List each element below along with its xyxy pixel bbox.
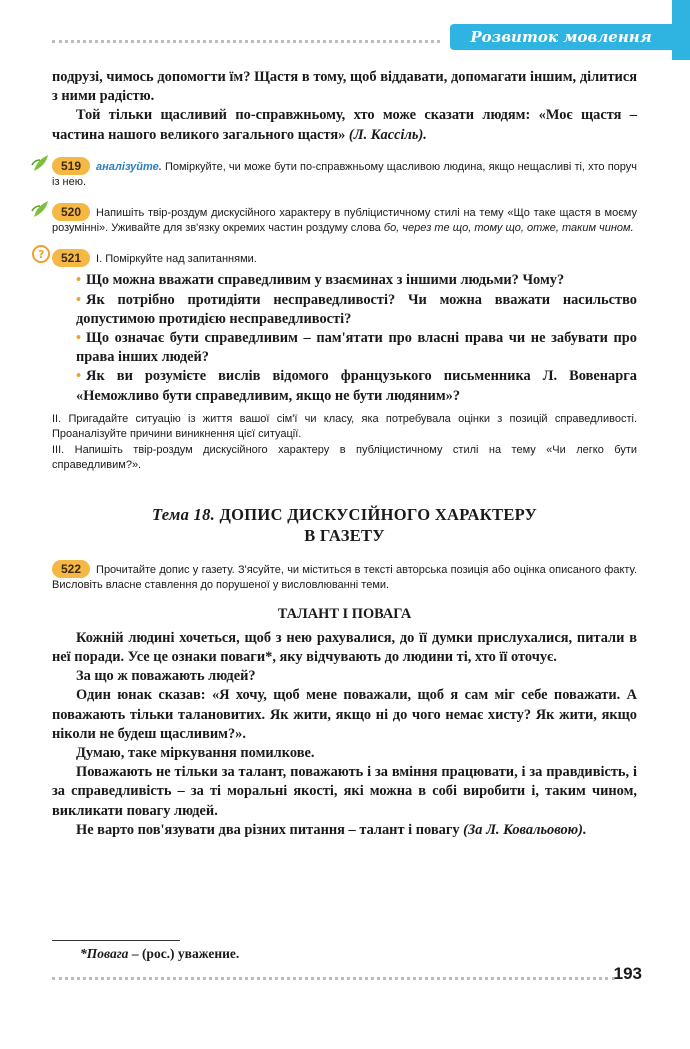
page-content xyxy=(38,68,637,840)
topic-heading: Тема 18. ДОПИС ДИСКУСІЙНОГО ХАРАКТЕРУ В ГАЗЕТУ xyxy=(151,504,538,545)
article-paragraph: За що ж поважають людей? xyxy=(76,668,256,685)
thinking-head-icon xyxy=(30,243,52,265)
task-number-badge: 521 xyxy=(52,249,90,267)
leaf-icon xyxy=(30,197,52,219)
list-item: • Як ви розумієте вислів відомого французького письменника Л. Вовенарга «Неможливо бути справедливим, якщо не бути людяним»? xyxy=(76,368,637,404)
task-522: 522 Прочитайте допис у газету. З'ясуйте, чи міститься в тексті авторська позиція або оцінка описаного факту. Висловіть власне ставлення до порушеної у висловлюванні теми. xyxy=(52,561,637,592)
footnote-divider xyxy=(52,940,180,941)
article-title: ТАЛАНТ І ПОВАГА xyxy=(277,605,412,622)
article-paragraph: Поважають не тільки за талант, поважають і за вміння працювати, і за правдивість, і за справедливість – за ті моральні якості, які можна в собі виробити і, таким чином, викликати повагу людей. xyxy=(52,764,637,819)
task-519: 519 аналізуйте. Поміркуйте, чи може бути по-справжньому щасливою людина, якщо нещасливі ті, хто поруч із нею. xyxy=(52,157,637,191)
task-521-part-3: ІІІ. Напишіть твір-роздум дискусійного характеру в публіцистичному стилі на тему «Чи легко бути справедливим?». xyxy=(52,443,637,472)
list-item: • Що можна вважати справедливим у взаєминах з іншими людьми? Чому? xyxy=(76,272,565,289)
task-number-badge: 522 xyxy=(52,560,90,578)
task-number-badge: 520 xyxy=(52,203,90,221)
leaf-icon xyxy=(30,151,52,173)
article-paragraph: Кожній людині хочеться, щоб з нею рахувалися, до її думки прислухалися, питали в неї поради. Усе це ознаки поваги*, яку відчувають до людини ті, хто її оточує. xyxy=(52,629,637,665)
footnote: *Повага – (рос.) уважение. xyxy=(80,946,240,961)
task-520: 520 Напишіть твір-роздум дискусійного характеру в публіцистичному стилі на тему «Що таке щастя в моєму розумінні». Уживайте для зв'язку окремих частин роздуму слова бо, через те що, тому що, отже, таким чином. xyxy=(52,203,637,237)
article-paragraph: Один юнак сказав: «Я хочу, щоб мене поважали, щоб я сам міг себе поважати. А поважають тільки талановитих. Як жити, якщо ні до чого немає хисту? Як жити, якщо ніколи не будеш щасливим?». xyxy=(52,687,637,742)
article-paragraph: Думаю, таке міркування помилкове. xyxy=(76,744,315,761)
top-dotted-rule xyxy=(52,40,440,43)
bottom-dotted-rule xyxy=(52,977,615,980)
article-source: (За Л. Ковальовою). xyxy=(463,821,587,838)
intro-author: (Л. Кассіль). xyxy=(348,126,427,143)
task-number-badge: 519 xyxy=(52,157,90,175)
task-words: бо, через те що, тому що, отже, таким чином. xyxy=(383,222,634,235)
task-521-part-2: ІІ. Пригадайте ситуацію із життя вашої сім'ї чи класу, яка потребувала оцінки з позицій справедливості. Проаналізуйте причини виникнення цієї ситуації. xyxy=(52,412,637,441)
intro-paragraph-2: Той тільки щасливий по-справжньому, хто може сказати людям: «Моє щастя – частина нашого великого загального щастя» (Л. Кассіль). xyxy=(52,107,637,143)
task-521: ? 521 І. Поміркуйте над запитаннями. • Що можна вважати справедливим у взаєминах з іншими людьми? Чому? • Як потрібно протидіяти несправедливості? Чи можна вважати насильство допустимою протидією несправедливості? • Що означає бути справедливим – пам'ятати про власні права чи не забувати про права інших людей? • Як ви розумієте вислів відомого французького письменника Л. Вовенарга «Неможливо бути справедливим, якщо не бути людяним»? ІІ. Пригадайте ситуацію із життя вашої сім'ї чи класу, яка потребувала оцінки з позицій справедливості. Проаналізуйте причини виникнення цієї ситуації. ІІІ. Напишіть твір-роздум дискусійного характеру в публіцистичному стилі на тему «Чи легко бути справедливим?». xyxy=(52,249,637,474)
task-keyword: аналізуйте. xyxy=(96,160,162,173)
list-item: • Як потрібно протидіяти несправедливості? Чи можна вважати насильство допустимою протидією несправедливості? xyxy=(76,291,637,327)
section-header-tab: Розвиток мовлення xyxy=(450,24,672,50)
page-edge-strip xyxy=(672,0,690,60)
svg-text:?: ? xyxy=(38,247,45,261)
intro-paragraph-1: подрузі, чимось допомогти їм? Щастя в тому, щоб віддавати, допомагати іншим, ділитися з ними радістю. xyxy=(52,69,637,105)
page-number: 193 xyxy=(613,964,642,983)
article-paragraph: Не варто пов'язувати два різних питання – талант і повагу (За Л. Ковальовою). xyxy=(76,821,587,838)
list-item: • Що означає бути справедливим – пам'ятати про власні права чи не забувати про права інших людей? xyxy=(76,329,637,366)
question-list xyxy=(52,271,637,405)
